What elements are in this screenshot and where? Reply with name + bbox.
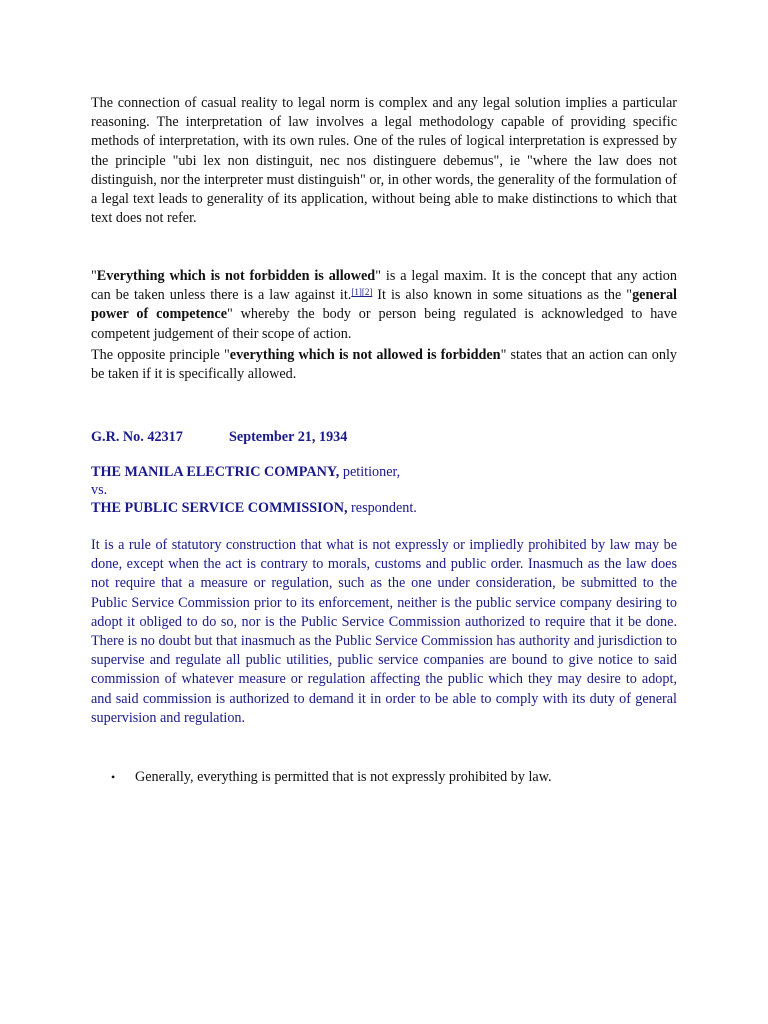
ruling-paragraph: It is a rule of statutory construction that what is not expressly or impliedly prohibited by law may be done, except when the act is contrary to morals, customs and public order. Inasmuch as the law does not require that a measure or regulation, such as the one under consideration, be submitted to the Public Service Commission prior to its enforcement, neither is the public service company desiring to adopt it obliged to do so, nor is the Public Service Commission authorized to require that it be done. There is no doubt but that inasmuch as the Public Service Commission has authority and jurisdiction to supervise and regulate all public utilities, public service companies are bound to give notice to said commission of whatever measure or regulation affecting the public which they may desire to adopt, and said commission is authorized to demand it in order to be able to comply with its duty of general supervision and regulation. <box>91 537 677 726</box>
petitioner-role: petitioner, <box>339 464 401 480</box>
maxim-quote-open: " <box>91 268 97 284</box>
maxim-text-3: " whereby the body or person being regulated is acknowledged to have competent judgement of their scope of action. <box>91 306 677 342</box>
case-number: G.R. No. 42317 <box>91 429 183 445</box>
maxim-quote-close: " <box>375 268 381 284</box>
maxim-term-2: general power of competence <box>91 287 677 323</box>
versus-line: vs. <box>91 482 108 498</box>
maxim-term: Everything which is not forbidden is allowed <box>96 268 376 284</box>
opposite-text-2: " states that an action can only be taken if it is specifically allowed. <box>91 347 677 383</box>
maxim-text-1: is a legal maxim. It is the concept that any action can be taken unless there is a law against it. <box>91 268 677 304</box>
bullet-marker: • <box>111 770 116 784</box>
case-heading <box>91 428 348 447</box>
case-date: September 21, 1934 <box>229 429 348 445</box>
reference-link-2[interactable]: [2] <box>361 287 373 298</box>
respondent-role: respondent. <box>347 500 417 516</box>
bullet-text: Generally, everything is permitted that is not expressly prohibited by law. <box>135 769 552 785</box>
reference-link-1[interactable]: [1] <box>351 287 362 298</box>
opposite-term: everything which is not allowed is forbidden <box>229 347 501 363</box>
respondent-line <box>91 499 417 518</box>
bullet-list-item <box>111 768 552 787</box>
intro-paragraph: The connection of casual reality to legal norm is complex and any legal solution implies a particular reasoning. The interpretation of law involves a legal methodology capable of providing specific methods of interpretation, with its own rules. One of the rules of logical interpretation is expressed by the principle "ubi lex non distinguit, nec nos distinguere debemus", ie "where the law does not distinguish, nor the interpreter must distinguish" or, in other words, the generality of the formulation of a legal text leads to generality of its application, without being able to make distinctions to which that text does not refer. <box>91 95 677 227</box>
petitioner-line <box>91 463 400 482</box>
opposite-paragraph <box>91 346 677 384</box>
maxim-paragraph <box>91 267 677 344</box>
respondent-name: THE PUBLIC SERVICE COMMISSION, <box>91 500 348 516</box>
petitioner-name: THE MANILA ELECTRIC COMPANY, <box>91 464 340 480</box>
opposite-text-1: The opposite principle " <box>91 347 230 363</box>
maxim-text-2: It is also known in some situations as the " <box>372 287 633 304</box>
